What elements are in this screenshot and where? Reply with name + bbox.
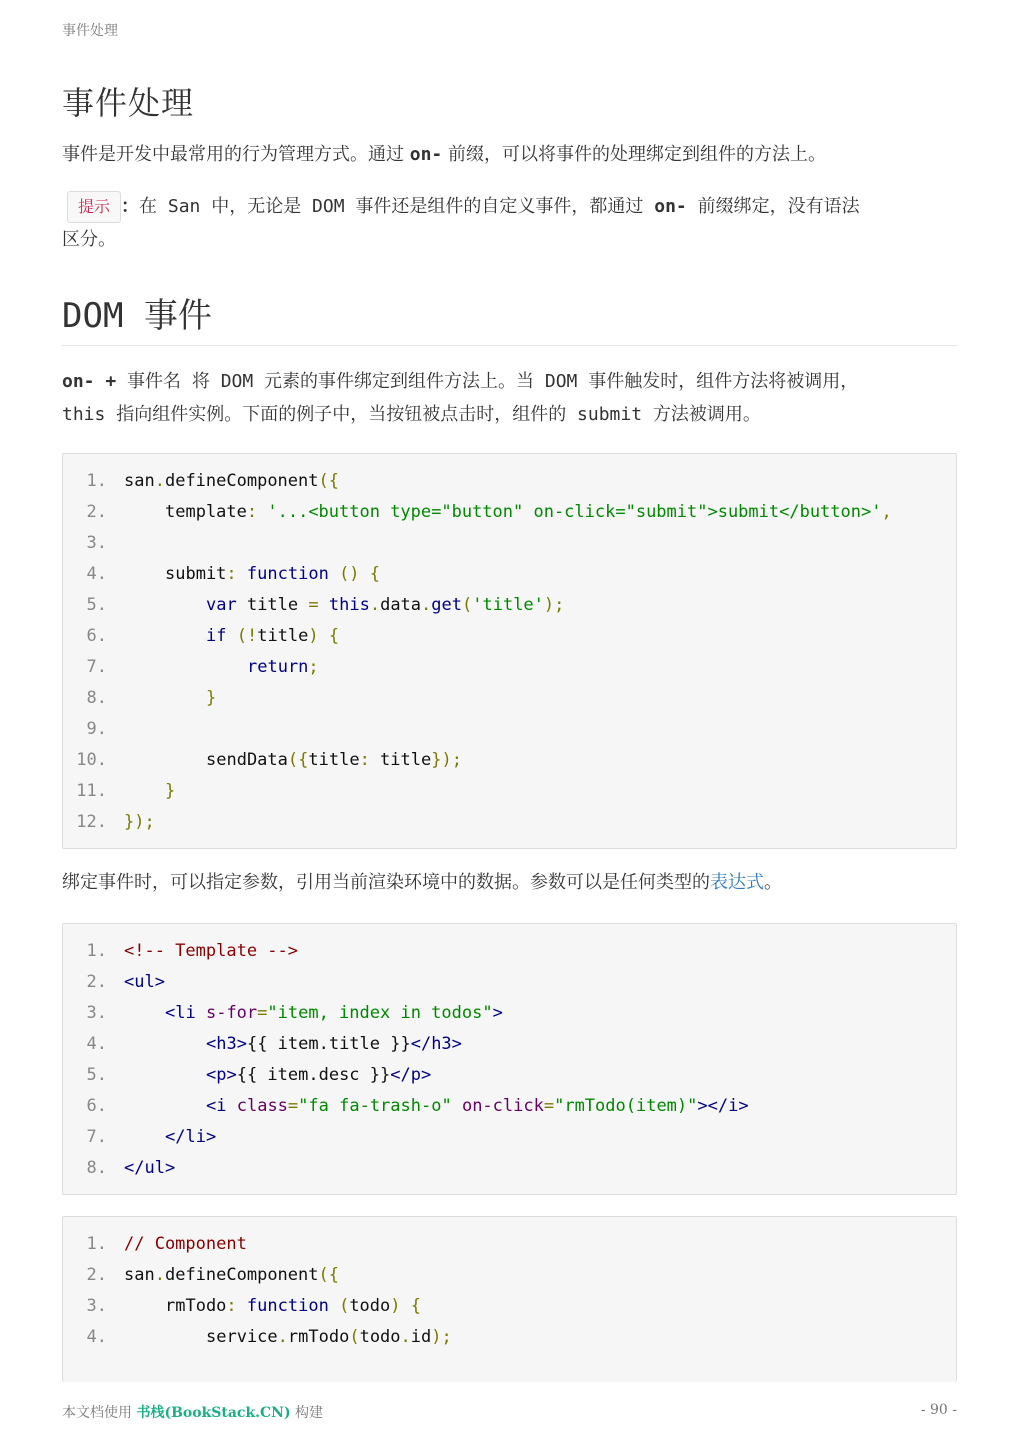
code-token-plain xyxy=(401,1296,411,1316)
code-token-plain xyxy=(237,564,247,584)
code-token-keyword: var xyxy=(206,595,237,615)
tip-badge: 提示 xyxy=(67,191,121,223)
line-number: 1. xyxy=(86,941,107,961)
code-token-tag: <li xyxy=(165,1003,196,1023)
intro-text-after: 前缀，可以将事件的处理绑定到组件的方法上。 xyxy=(442,144,826,165)
code-token-punc: = xyxy=(543,1096,555,1116)
code-token-punc: ({ xyxy=(287,750,309,770)
code-token-punc: . xyxy=(369,595,381,615)
code-block-submit-example xyxy=(62,453,957,849)
line-number: 12. xyxy=(76,812,107,832)
line-number: 6. xyxy=(86,626,107,646)
line-number: 5. xyxy=(86,1065,107,1085)
dom-line2-end: 方法被调用。 xyxy=(642,404,761,425)
code-token-plain xyxy=(360,564,370,584)
code-token-plain: san xyxy=(124,471,155,491)
code-token-punc: }); xyxy=(431,750,462,770)
code-token-punc: ( xyxy=(349,1327,360,1347)
code-token-tag: </h3> xyxy=(410,1034,462,1054)
code-token-attr: on-click xyxy=(461,1096,544,1116)
code-token-punc: ( xyxy=(462,595,473,615)
code-token-attr: s-for xyxy=(205,1003,258,1023)
line-number: 3. xyxy=(86,533,107,553)
intro-text-before: 事件是开发中最常用的行为管理方式。通过 xyxy=(62,144,410,165)
line-number: 9. xyxy=(86,719,107,739)
code-token-plain xyxy=(196,1003,206,1023)
line-number: 3. xyxy=(86,1296,107,1316)
code-token-plain: san xyxy=(124,1265,155,1285)
code-block-component-example xyxy=(62,1216,957,1382)
code-token-punc: () xyxy=(339,564,360,584)
code-token-plain: {{ item.title }} xyxy=(246,1034,411,1054)
code-text xyxy=(124,1122,216,1153)
code-text xyxy=(124,621,339,652)
code-text xyxy=(124,1060,431,1091)
code-token-keyword: function xyxy=(246,564,329,584)
code-token-punc: ) xyxy=(390,1296,401,1316)
code-token-punc: : xyxy=(359,750,370,770)
tip-text-1: 在 San 中，无论是 DOM 事件还是组件的自定义事件，都通过 xyxy=(139,196,655,217)
code-token-plain: service xyxy=(206,1327,278,1347)
code-token-punc: { xyxy=(328,626,340,646)
code-token-punc: (! xyxy=(236,626,258,646)
code-token-punc: : xyxy=(226,564,237,584)
line-number: 10. xyxy=(76,750,107,770)
code-token-plain xyxy=(319,595,329,615)
binding-paragraph xyxy=(62,866,957,899)
line-number: 2. xyxy=(86,502,107,522)
code-token-keyword: if xyxy=(206,626,227,646)
code-text xyxy=(124,1029,462,1060)
footer-brand-link[interactable]: 书栈(BookStack.CN) xyxy=(136,1405,291,1421)
code-token-plain xyxy=(452,1096,462,1116)
code-token-punc: ( xyxy=(339,1296,350,1316)
code-token-string: 'title' xyxy=(472,595,544,615)
code-text xyxy=(124,497,892,528)
code-token-punc: ); xyxy=(543,595,565,615)
code-token-punc: ) xyxy=(308,626,319,646)
code-token-plain: title xyxy=(236,595,309,615)
code-token-keyword: get xyxy=(431,595,462,615)
code-token-punc: . xyxy=(421,595,432,615)
code-text xyxy=(124,590,564,621)
tip-text-2: 前缀绑定，没有语法 xyxy=(686,196,860,217)
binding-end: 。 xyxy=(764,872,782,893)
code-text xyxy=(124,1153,175,1184)
line-number: 4. xyxy=(86,1327,107,1347)
code-token-punc: = xyxy=(287,1096,299,1116)
code-token-plain: title xyxy=(308,750,360,770)
code-token-punc: . xyxy=(154,471,165,491)
code-token-punc: ); xyxy=(431,1327,452,1347)
line-number: 3. xyxy=(86,1003,107,1023)
code-token-punc: } xyxy=(165,781,176,801)
code-token-keyword: function xyxy=(246,1296,329,1316)
code-text xyxy=(124,466,339,497)
code-token-plain xyxy=(226,626,236,646)
code-token-comment: // Component xyxy=(124,1234,247,1254)
code-token-tag: </li> xyxy=(165,1127,217,1147)
code-token-punc: . xyxy=(154,1265,165,1285)
code-text xyxy=(124,936,298,967)
code-token-punc: : xyxy=(246,502,258,522)
code-token-tag: ></i> xyxy=(697,1096,749,1116)
intro-paragraph xyxy=(62,138,957,171)
line-number: 6. xyxy=(86,1096,107,1116)
tip-inline-code: on- xyxy=(654,196,687,217)
code-token-keyword: return xyxy=(247,657,309,677)
line-number: 1. xyxy=(86,471,107,491)
code-token-plain xyxy=(319,626,329,646)
code-text xyxy=(124,559,380,590)
code-token-punc: }); xyxy=(124,812,155,832)
running-footer xyxy=(62,1402,323,1422)
dom-line2-mid: 指向组件实例。下面的例子中，当按钮被点击时，组件的 xyxy=(105,404,578,425)
line-number: 8. xyxy=(86,1158,107,1178)
line-number: 11. xyxy=(76,781,107,801)
code-token-plain: todo xyxy=(359,1327,401,1347)
code-token-tag: > xyxy=(492,1003,503,1023)
code-token-plain: {{ item.desc }} xyxy=(236,1065,391,1085)
code-token-plain: defineComponent xyxy=(164,471,319,491)
dom-inline-code-this: this xyxy=(62,404,106,425)
code-token-punc: ; xyxy=(308,657,319,677)
code-text xyxy=(124,652,319,683)
tip-text-line2: 区分。 xyxy=(62,229,116,250)
line-number: 7. xyxy=(86,657,107,677)
code-token-punc: = xyxy=(257,1003,268,1023)
line-number: 5. xyxy=(86,595,107,615)
code-token-punc: { xyxy=(369,564,381,584)
code-text xyxy=(124,807,155,838)
code-token-string: '...<button type="button" on-click="submit">submit</button>' xyxy=(257,502,882,522)
code-text xyxy=(124,745,462,776)
code-token-punc: } xyxy=(206,688,217,708)
binding-text: 绑定事件时，可以指定参数，引用当前渲染环境中的数据。参数可以是任何类型的 xyxy=(62,872,710,893)
tip-paragraph xyxy=(62,190,957,256)
line-number: 1. xyxy=(86,1234,107,1254)
code-token-punc: ({ xyxy=(318,471,339,491)
code-token-plain: submit xyxy=(165,564,227,584)
footer-prefix: 本文档使用 xyxy=(62,1405,137,1421)
code-text xyxy=(124,683,216,714)
line-number: 2. xyxy=(86,972,107,992)
dom-line1-text: 事件名 将 DOM 元素的事件绑定到组件方法上。当 DOM 事件触发时，组件方法将被调用， xyxy=(116,371,859,392)
line-number: 8. xyxy=(86,688,107,708)
code-token-plain: data xyxy=(380,595,422,615)
code-token-string: "fa fa-trash-o" xyxy=(298,1096,452,1116)
line-number: 4. xyxy=(86,564,107,584)
dom-inline-code-submit: submit xyxy=(577,404,643,425)
code-token-plain: title xyxy=(257,626,309,646)
code-token-plain xyxy=(237,1296,247,1316)
code-token-tag: <ul> xyxy=(124,972,165,992)
code-text xyxy=(124,776,175,807)
dom-inline-code-on: on- + xyxy=(62,371,117,392)
code-token-punc: : xyxy=(226,1296,237,1316)
code-token-plain xyxy=(329,1296,339,1316)
code-token-keyword: this xyxy=(328,595,370,615)
code-token-string: "rmTodo(item)" xyxy=(554,1096,698,1116)
code-token-punc: . xyxy=(277,1327,288,1347)
intro-inline-code: on- xyxy=(409,144,443,165)
code-text xyxy=(124,1229,247,1260)
code-token-tag: <p> xyxy=(206,1065,237,1085)
tip-colon: ： xyxy=(121,196,140,217)
code-text xyxy=(124,1291,421,1322)
page-number: - 90 - xyxy=(920,1402,957,1418)
expression-link[interactable]: 表达式 xyxy=(710,872,764,893)
line-number: 7. xyxy=(86,1127,107,1147)
code-token-plain: sendData xyxy=(206,750,288,770)
dom-events-paragraph xyxy=(62,365,957,431)
code-token-punc: = xyxy=(308,595,319,615)
code-token-attr: class xyxy=(236,1096,288,1116)
line-number: 2. xyxy=(86,1265,107,1285)
page-title: 事件处理 xyxy=(62,84,195,122)
code-token-punc: . xyxy=(400,1327,411,1347)
code-token-plain: rmTodo xyxy=(287,1327,350,1347)
code-token-plain: defineComponent xyxy=(164,1265,319,1285)
code-token-plain: template xyxy=(165,502,247,522)
code-token-tag: </ul> xyxy=(124,1158,176,1178)
code-token-plain: todo xyxy=(349,1296,391,1316)
line-number: 4. xyxy=(86,1034,107,1054)
code-text xyxy=(124,998,503,1029)
code-token-tag: </p> xyxy=(390,1065,432,1085)
section-heading-dom-events: DOM 事件 xyxy=(62,288,957,346)
code-token-tag: <h3> xyxy=(206,1034,247,1054)
code-token-plain: title xyxy=(369,750,432,770)
code-text xyxy=(124,967,165,998)
code-text xyxy=(124,1322,452,1353)
code-token-plain xyxy=(329,564,339,584)
code-token-punc: ({ xyxy=(318,1265,339,1285)
running-header: 事件处理 xyxy=(62,23,118,39)
code-token-plain: id xyxy=(410,1327,432,1347)
code-token-string: "item, index in todos" xyxy=(267,1003,493,1023)
code-text xyxy=(124,1091,749,1122)
code-token-comment: <!-- Template --> xyxy=(124,941,298,961)
code-text xyxy=(124,1260,339,1291)
code-token-punc: { xyxy=(410,1296,422,1316)
footer-suffix: 构建 xyxy=(290,1405,324,1421)
code-block-template-example xyxy=(62,923,957,1195)
code-token-punc: , xyxy=(881,502,892,522)
code-token-plain xyxy=(226,1096,236,1116)
code-token-tag: <i xyxy=(206,1096,227,1116)
code-token-plain: rmTodo xyxy=(165,1296,227,1316)
